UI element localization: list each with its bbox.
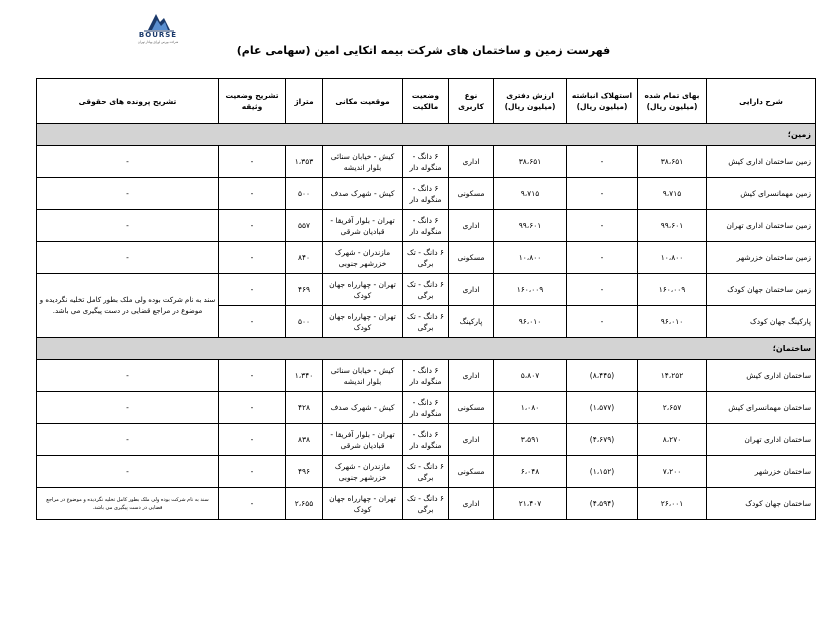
table-row <box>37 274 816 306</box>
cell-own: ۶ دانگ - منگوله دار <box>403 146 449 178</box>
col-header: استهلاک انباشته (میلیون ریال) <box>567 79 638 124</box>
cell-dep: - <box>567 178 638 210</box>
assets-table <box>36 78 816 520</box>
col-header: بهای تمام شده (میلیون ریال) <box>638 79 707 124</box>
cell-book: ۹۶،۰۱۰ <box>494 306 567 338</box>
col-header: وضعیت مالکیت <box>403 79 449 124</box>
col-header: تشریح پرونده های حقوقی <box>37 79 219 124</box>
cell-area: ۱،۳۴۰ <box>286 360 323 392</box>
cell-coll: - <box>219 306 286 338</box>
cell-coll: - <box>219 360 286 392</box>
page-title: فهرست زمین و ساختمان های شرکت بیمه اتکایی امین (سهامی عام) <box>236 44 611 57</box>
cell-dep: (۸،۴۴۵) <box>567 360 638 392</box>
cell-cost: ۳۸،۶۵۱ <box>638 146 707 178</box>
cell-use: اداری <box>449 274 494 306</box>
cell-cost: ۹۶،۰۱۰ <box>638 306 707 338</box>
cell-coll: - <box>219 274 286 306</box>
col-header: شرح دارایی <box>707 79 816 124</box>
cell-book: ۲۱،۴۰۷ <box>494 488 567 520</box>
section-row-land <box>37 124 816 146</box>
cell-use: پارکینگ <box>449 306 494 338</box>
cell-cost: ۲۶،۰۰۱ <box>638 488 707 520</box>
cell-loc: تهران - چهارراه جهان کودک <box>323 306 403 338</box>
cell-use: اداری <box>449 488 494 520</box>
bourse-logo <box>130 10 186 42</box>
cell-coll: - <box>219 392 286 424</box>
cell-area: ۸۳۸ <box>286 424 323 456</box>
cell-use: مسکونی <box>449 242 494 274</box>
cell-desc: ساختمان خزرشهر <box>707 456 816 488</box>
cell-legal: - <box>37 392 219 424</box>
section-label: ساختمان؛ <box>37 338 816 360</box>
cell-loc: کیش - خیابان سنائی بلوار اندیشه <box>323 146 403 178</box>
cell-dep: (۴،۵۹۴) <box>567 488 638 520</box>
cell-legal: - <box>37 146 219 178</box>
cell-loc: کیش - خیابان سنائی بلوار اندیشه <box>323 360 403 392</box>
cell-loc: مازندران - شهرک خزرشهر جنوبی <box>323 456 403 488</box>
cell-own: ۶ دانگ - تک برگی <box>403 242 449 274</box>
cell-dep: (۱،۵۷۷) <box>567 392 638 424</box>
cell-legal: - <box>37 424 219 456</box>
cell-own: ۶ دانگ - تک برگی <box>403 456 449 488</box>
cell-dep: (۱،۱۵۲) <box>567 456 638 488</box>
cell-cost: ۲،۶۵۷ <box>638 392 707 424</box>
cell-area: ۲،۶۵۵ <box>286 488 323 520</box>
cell-use: اداری <box>449 210 494 242</box>
table-row <box>37 360 816 392</box>
cell-desc: زمین ساختمان اداری تهران <box>707 210 816 242</box>
cell-area: ۴۹۶ <box>286 456 323 488</box>
cell-legal: - <box>37 178 219 210</box>
cell-area: ۴۶۹ <box>286 274 323 306</box>
cell-area: ۵۵۷ <box>286 210 323 242</box>
cell-use: مسکونی <box>449 178 494 210</box>
table-row <box>37 392 816 424</box>
cell-coll: - <box>219 178 286 210</box>
cell-book: ۱۰،۸۰۰ <box>494 242 567 274</box>
table-row <box>37 146 816 178</box>
cell-coll: - <box>219 488 286 520</box>
table-row <box>37 456 816 488</box>
cell-coll: - <box>219 210 286 242</box>
table-row <box>37 210 816 242</box>
cell-desc: ساختمان مهمانسرای کیش <box>707 392 816 424</box>
col-header: موقعیت مکانی <box>323 79 403 124</box>
cell-book: ۳۸،۶۵۱ <box>494 146 567 178</box>
cell-book: ۹،۷۱۵ <box>494 178 567 210</box>
cell-loc: تهران - بلوار آفریقا - قبادیان شرقی <box>323 210 403 242</box>
cell-legal: - <box>37 456 219 488</box>
cell-book: ۱۶۰،۰۰۹ <box>494 274 567 306</box>
logo-text: BOURSE <box>138 31 178 39</box>
cell-book: ۳،۵۹۱ <box>494 424 567 456</box>
cell-own: ۶ دانگ - منگوله دار <box>403 210 449 242</box>
cell-book: ۹۹،۶۰۱ <box>494 210 567 242</box>
table-row <box>37 178 816 210</box>
cell-dep: (۴،۶۷۹) <box>567 424 638 456</box>
cell-own: ۶ دانگ - تک برگی <box>403 306 449 338</box>
cell-desc: زمین ساختمان اداری کیش <box>707 146 816 178</box>
cell-book: ۱،۰۸۰ <box>494 392 567 424</box>
cell-loc: کیش - شهرک صدف <box>323 392 403 424</box>
cell-legal: سند به نام شرکت بوده ولی ملک بطور کامل تخلیه نگردیده و موضوع در مراجع قضایی در دست پیگیری می باشد. <box>37 488 219 520</box>
cell-book: ۶،۰۴۸ <box>494 456 567 488</box>
cell-loc: مازندران - شهرک خزرشهر جنوبی <box>323 242 403 274</box>
cell-dep: - <box>567 210 638 242</box>
cell-dep: - <box>567 274 638 306</box>
cell-legal: - <box>37 360 219 392</box>
cell-coll: - <box>219 146 286 178</box>
col-header: نوع کاربری <box>449 79 494 124</box>
section-row-buildings <box>37 338 816 360</box>
cell-area: ۸۴۰ <box>286 242 323 274</box>
cell-use: اداری <box>449 424 494 456</box>
cell-desc: ساختمان جهان کودک <box>707 488 816 520</box>
cell-own: ۶ دانگ - منگوله دار <box>403 178 449 210</box>
col-header: ارزش دفتری (میلیون ریال) <box>494 79 567 124</box>
cell-use: مسکونی <box>449 392 494 424</box>
cell-dep: - <box>567 242 638 274</box>
cell-desc: پارکینگ جهان کودک <box>707 306 816 338</box>
cell-legal: - <box>37 242 219 274</box>
cell-coll: - <box>219 456 286 488</box>
cell-own: ۶ دانگ - تک برگی <box>403 274 449 306</box>
cell-desc: ساختمان اداری کیش <box>707 360 816 392</box>
cell-desc: زمین ساختمان خزرشهر <box>707 242 816 274</box>
cell-use: اداری <box>449 360 494 392</box>
cell-cost: ۱۶۰،۰۰۹ <box>638 274 707 306</box>
cell-legal: سند به نام شرکت بوده ولی ملک بطور کامل تخلیه نگردیده و موضوع در مراجع قضایی در دست پیگیری می باشد. <box>37 274 219 338</box>
cell-own: ۶ دانگ - تک برگی <box>403 488 449 520</box>
cell-desc: ساختمان اداری تهران <box>707 424 816 456</box>
cell-use: مسکونی <box>449 456 494 488</box>
cell-coll: - <box>219 242 286 274</box>
table-row <box>37 488 816 520</box>
cell-cost: ۱۰،۸۰۰ <box>638 242 707 274</box>
cell-own: ۶ دانگ - منگوله دار <box>403 360 449 392</box>
bourse-logo-mark-icon <box>130 10 186 32</box>
cell-loc: تهران - بلوار آفریقا - قبادیان شرقی <box>323 424 403 456</box>
cell-book: ۵،۸۰۷ <box>494 360 567 392</box>
cell-loc: کیش - شهرک صدف <box>323 178 403 210</box>
cell-cost: ۹،۷۱۵ <box>638 178 707 210</box>
cell-loc: تهران - چهارراه جهان کودک <box>323 274 403 306</box>
cell-own: ۶ دانگ - منگوله دار <box>403 424 449 456</box>
cell-cost: ۹۹،۶۰۱ <box>638 210 707 242</box>
cell-desc: زمین ساختمان جهان کودک <box>707 274 816 306</box>
logo-tagline: شرکت بورس اوراق بهادار تهران <box>137 40 179 44</box>
cell-dep: - <box>567 306 638 338</box>
cell-coll: - <box>219 424 286 456</box>
cell-cost: ۸،۲۷۰ <box>638 424 707 456</box>
cell-cost: ۱۴،۲۵۲ <box>638 360 707 392</box>
table-row <box>37 242 816 274</box>
cell-area: ۴۲۸ <box>286 392 323 424</box>
section-label: زمین؛ <box>37 124 816 146</box>
col-header: متراژ <box>286 79 323 124</box>
cell-own: ۶ دانگ - منگوله دار <box>403 392 449 424</box>
cell-dep: - <box>567 146 638 178</box>
cell-legal: - <box>37 210 219 242</box>
cell-desc: زمین مهمانسرای کیش <box>707 178 816 210</box>
col-header: تشریح وضعیت وثیقه <box>219 79 286 124</box>
cell-use: اداری <box>449 146 494 178</box>
table-row <box>37 424 816 456</box>
cell-cost: ۷،۲۰۰ <box>638 456 707 488</box>
table-header-row <box>37 79 816 124</box>
cell-area: ۱،۳۵۳ <box>286 146 323 178</box>
cell-area: ۵۰۰ <box>286 178 323 210</box>
cell-area: ۵۰۰ <box>286 306 323 338</box>
cell-loc: تهران - چهارراه جهان کودک <box>323 488 403 520</box>
